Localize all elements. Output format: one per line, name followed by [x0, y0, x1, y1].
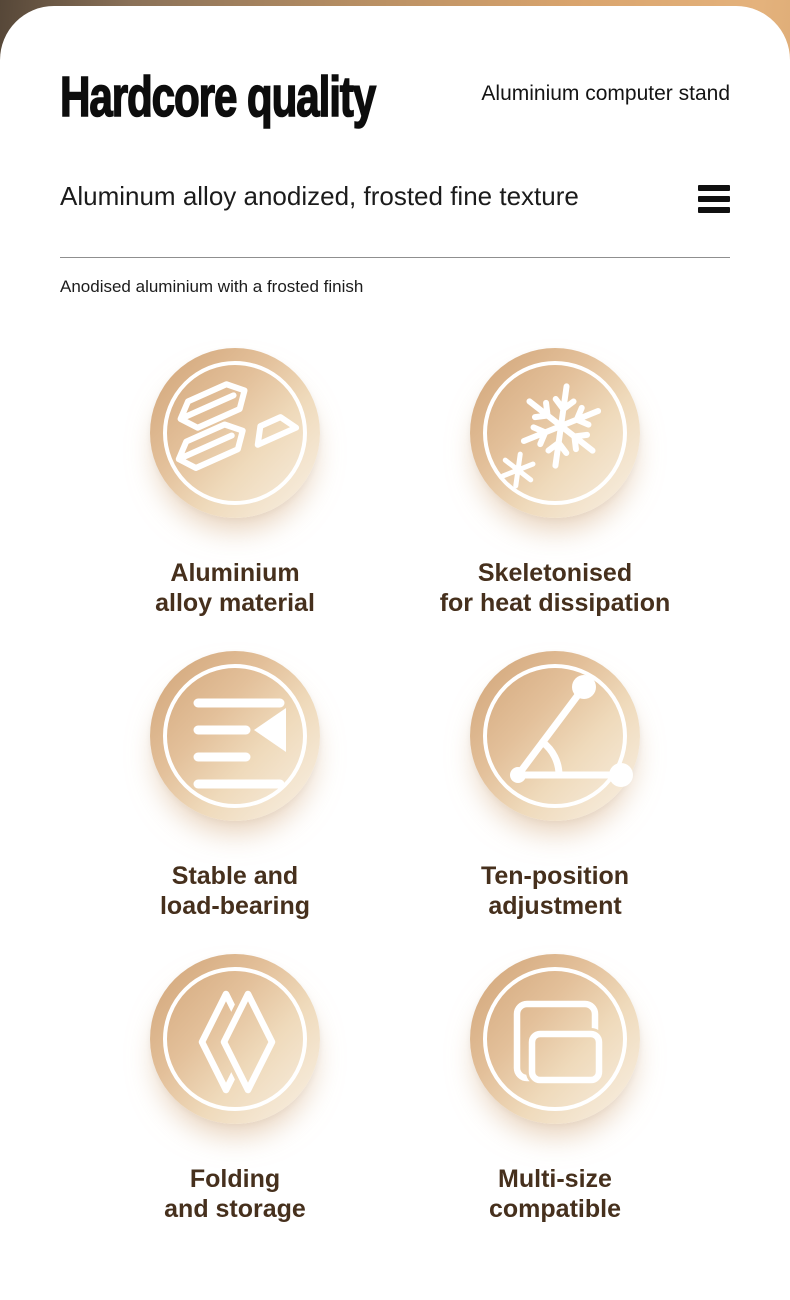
- feature-item: [85, 348, 385, 618]
- feature-item: [405, 954, 705, 1224]
- feature-label-line2: load-bearing: [159, 892, 310, 920]
- page-title: Hardcore quality: [60, 65, 376, 129]
- menu-bar: [698, 185, 730, 191]
- feature-label: [164, 1164, 306, 1224]
- feature-badge: [470, 954, 640, 1124]
- feature-badge: [470, 348, 640, 518]
- feature-label-line2: adjustment: [488, 892, 622, 920]
- feature-item: [85, 954, 385, 1224]
- feature-label: [155, 558, 315, 618]
- feature-label-line1: Aluminium: [170, 559, 300, 587]
- feature-label-line1: Multi-size: [498, 1165, 612, 1193]
- feature-badge: [150, 954, 320, 1124]
- feature-label-line2: for heat dissipation: [439, 589, 671, 617]
- feature-badge: [470, 651, 640, 821]
- angle-adjustment-icon: [470, 651, 640, 821]
- menu-bar: [698, 196, 730, 202]
- feature-label-line1: Skeletonised: [477, 559, 633, 587]
- content-card: [0, 6, 790, 1300]
- feature-item: [405, 651, 705, 921]
- feature-label-line1: Folding: [189, 1165, 281, 1193]
- feature-label-line1: Stable and: [171, 862, 299, 890]
- product-name: Aluminium computer stand: [481, 82, 730, 105]
- gold-ingots-icon: [150, 348, 320, 518]
- feature-label: [481, 861, 629, 921]
- feature-label-line2: compatible: [489, 1195, 621, 1223]
- overlapping-frames-icon: [470, 954, 640, 1124]
- feature-label: [489, 1164, 621, 1224]
- folding-diamonds-icon: [150, 954, 320, 1124]
- divider: [60, 257, 730, 258]
- feature-label: [160, 861, 310, 921]
- feature-label: [440, 558, 671, 618]
- feature-item: [85, 651, 385, 921]
- feature-label-line2: alloy material: [155, 589, 315, 617]
- menu-icon: [698, 185, 730, 218]
- feature-label-line1: Ten-position: [480, 862, 630, 890]
- subtitle: Aluminum alloy anodized, frosted fine texture: [60, 181, 579, 211]
- features-grid: [0, 348, 790, 1224]
- feature-badge: [150, 651, 320, 821]
- caption: Anodised aluminium with a frosted finish: [60, 277, 364, 296]
- list-marker-icon: [150, 651, 320, 821]
- snowflake-icon: [470, 348, 640, 518]
- menu-bar: [698, 207, 730, 213]
- feature-badge: [150, 348, 320, 518]
- feature-item: [405, 348, 705, 618]
- feature-label-line2: and storage: [164, 1195, 306, 1223]
